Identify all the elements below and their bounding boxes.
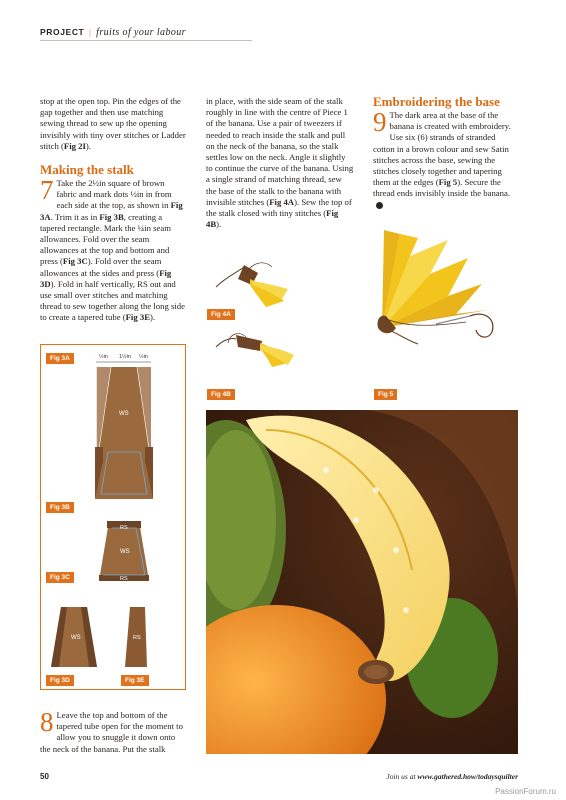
fig-3c-ws: WS	[120, 549, 130, 555]
fig-3e-rs: RS	[133, 635, 141, 641]
dim-half-left: ½in	[99, 354, 108, 360]
dim-half-right: ½in	[139, 354, 148, 360]
fig-3a-ws: WS	[119, 411, 129, 417]
header-rule	[40, 40, 252, 41]
step-9-paragraph: 9 The dark area at the base of the banana is created with embroidery. Use six (6) strands of stranded cotton in a brown colour and sew Satin stitches across the base, sewing the stitches closely together and tapering them at the edges (Fig 5). Secure the thread ends invisibly inside the banana.	[373, 110, 519, 211]
dim-one-half: 1½in	[119, 354, 131, 360]
fig-5-label: Fig 5	[374, 389, 397, 400]
watermark: PassionForum.ru	[495, 787, 556, 796]
stalk-paragraph: in place, with the side seam of the stalk roughly in line with the centre of Piece 1 of the banana. Use a pair of tweezers if needed to reach inside the stalk and pull on the neck of the banana, so the stalk settles low on the neck. Angle it slightly to continue the curve of the banana. Using a single strand of matching thread, sew the base of the stalk to the banana with invisible stitches (Fig 4A). Sew the top of the stalk closed with tiny stitches (Fig 4B).	[206, 96, 354, 230]
column-2	[206, 96, 354, 230]
step-8-paragraph: 8 Leave the top and bottom of the tapered tube open for the moment to allow you to snuggle it down onto the neck of the banana. Put the stalk	[40, 707, 183, 754]
footer-url-link[interactable]: www.gathered.how/todaysquilter	[417, 772, 518, 781]
fig-3a-label: Fig 3A	[46, 353, 74, 364]
step-8-number: 8	[40, 707, 54, 737]
project-subject: fruits of your labour	[96, 27, 186, 38]
fig-3d-label: Fig 3D	[46, 675, 74, 686]
section-label: PROJECT	[40, 27, 85, 37]
step-8-block	[40, 707, 186, 755]
column-3	[373, 94, 519, 211]
fig-3c-label: Fig 3C	[46, 572, 74, 583]
fig-3e-label: Fig 3E	[121, 675, 149, 686]
fig-3c-rs-bottom: RS	[120, 576, 128, 582]
making-stalk-heading: Making the stalk	[40, 162, 134, 178]
header-separator: |	[89, 27, 92, 37]
step-7-paragraph: 7 Take the 2½in square of brown fabric and mark dots ½in in from each side at the top, as shown in Fig 3A. Trim it as in Fig 3B, creating a tapered rectangle. Mark the ¼in seam allowances. Fold over the seam allowances at the top and bottom and press (Fig 3C). Fold over the seam allowances at the sides and press (Fig 3D). Fold in half vertically, RS out and use small over stitches and matching thread to sew together along the long side to create a tapered tube (Fig 3E).	[40, 175, 185, 323]
end-mark-icon	[376, 202, 383, 209]
fig-3d-ws: WS	[71, 635, 81, 641]
footer-join-text: Join us at www.gathered.how/todaysquilter	[386, 772, 518, 781]
step-7-number: 7	[40, 175, 54, 206]
fig-3b-label: Fig 3B	[46, 502, 74, 513]
fig-3-diagrams	[41, 345, 185, 689]
step-9-number: 9	[373, 107, 387, 137]
finished-banana-photo	[206, 410, 518, 754]
fig-4a-label: Fig 4A	[207, 309, 235, 320]
fig-3c-rs-top: RS	[120, 525, 128, 531]
fig-4b-label: Fig 4B	[207, 389, 235, 400]
embroidering-heading: Embroidering the base	[373, 94, 500, 109]
page-number: 50	[40, 772, 49, 781]
page-header	[40, 27, 186, 38]
fig-3-panel	[40, 344, 186, 690]
intro-paragraph: stop at the open top. Pin the edges of the gap together and then use matching sewing thread to sew up the opening invisibly with tiny over stitches or Ladder stitch (Fig 2I).	[40, 96, 186, 151]
column-1	[40, 96, 186, 324]
fig-4-illustrations	[206, 255, 356, 385]
fig-5-illustration	[366, 210, 518, 390]
